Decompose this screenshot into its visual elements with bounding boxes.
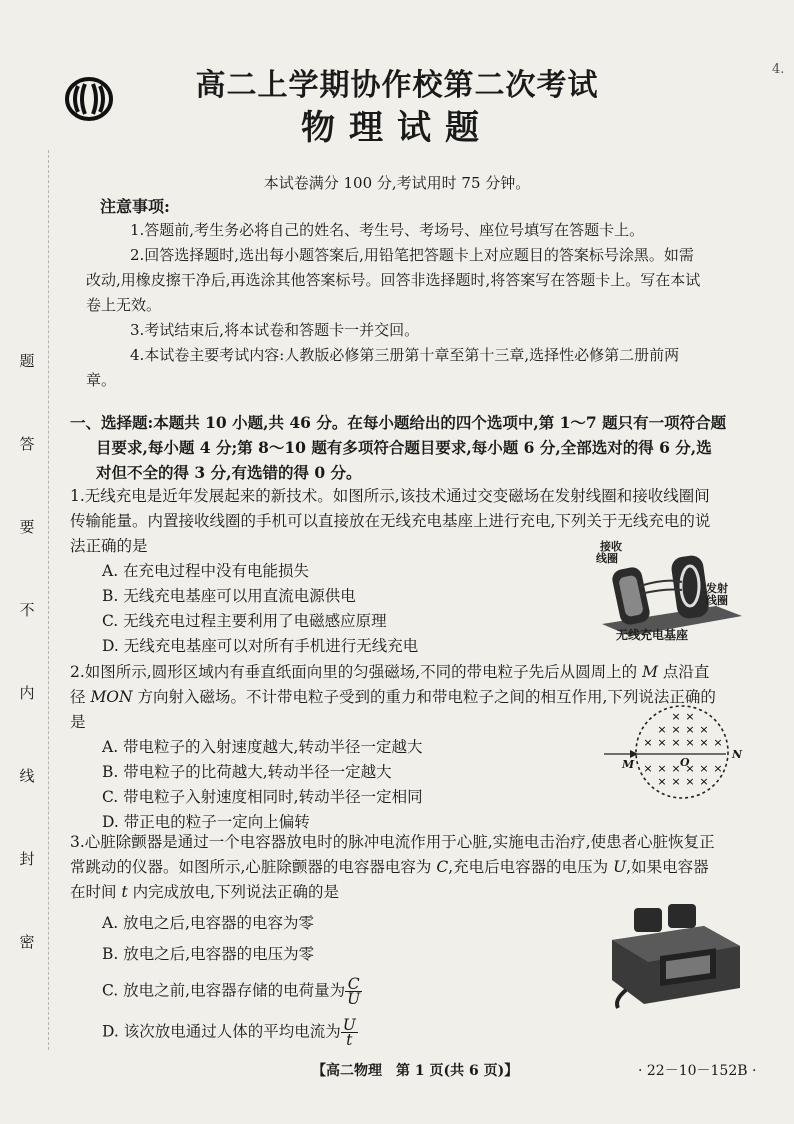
binding-margin-text	[16, 350, 38, 952]
question-stem	[70, 830, 720, 905]
field-into-page-mark: ×	[713, 762, 723, 775]
margin-char: 内	[19, 684, 35, 702]
option-d: D. 带正电的粒子一定向上偏转	[102, 813, 310, 831]
numerator: U	[342, 1016, 356, 1034]
voltage-symbol: U	[613, 858, 627, 876]
field-into-page-mark: ×	[657, 762, 667, 775]
margin-char: 题	[19, 352, 35, 370]
option-b: B. 无线充电基座可以用直流电源供电	[102, 587, 356, 605]
notice-item: 1.答题前,考生务必将自己的姓名、考生号、考场号、座位号填写在答题卡上。	[130, 221, 645, 239]
receive-coil-label: 线圈	[596, 552, 618, 565]
send-coil-label: 发射	[706, 582, 728, 595]
point-o-label: O	[680, 756, 690, 769]
stem-text: 内完成放电,下列说法正确的是	[127, 883, 340, 901]
receive-coil-label: 接收	[600, 540, 622, 553]
field-into-page-mark: ×	[657, 736, 667, 749]
stem-text: ,如果电容器在时间	[70, 858, 709, 901]
option-b: B. 带电粒子的比荷越大,转动半径一定越大	[102, 763, 392, 781]
exam-title: 高二上学期协作校第二次考试	[195, 68, 599, 103]
point-m: M	[642, 663, 658, 681]
margin-char: 答	[19, 435, 35, 453]
field-into-page-mark: ×	[685, 775, 695, 788]
section-heading	[70, 410, 730, 485]
exam-meta: 本试卷满分 100 分,考试用时 75 分钟。	[263, 174, 531, 192]
section-line: 对但不全的得 3 分,有选错的得 0 分。	[96, 463, 362, 482]
margin-char: 要	[19, 518, 35, 536]
capacitance-symbol: C	[436, 858, 449, 876]
stem-text: 点沿	[657, 663, 694, 681]
option-text: D. 该次放电通过人体的平均电流为	[102, 1022, 341, 1041]
notice-item: 2.回答选择题时,选出每小题答案后,用铅笔把答题卡上对应题目的答案标号涂黑。如需改动,用橡皮擦干净后,再选涂其他答案标号。回答非选择题时,将答案写在答题卡上。写在本试卷上无效。	[86, 246, 701, 314]
section-line: 一、选择题:本题共 10 小题,共 46 分。在每小题给出的四个选项中,第 1～7 题只有一项符合题	[70, 413, 727, 432]
stem-text: 直径	[70, 663, 710, 706]
field-into-page-mark: ×	[657, 723, 667, 736]
charger-base-caption: 无线充电基座	[616, 628, 689, 642]
stem-text: 3.心脏除颤器是通过一个电容器放电时的脉冲电流作用于心脏,实施电击治疗,使患者心脏恢复正常跳动的仪器。如图所示,心脏除颤器的电容器电容为	[70, 833, 715, 876]
notice-item: 3.考试结束后,将本试卷和答题卡一并交回。	[130, 321, 420, 339]
field-into-page-mark: ×	[685, 762, 695, 775]
field-into-page-mark: ×	[699, 723, 709, 736]
stem-text: 2.如图所示,圆形区域内有垂直纸面向里的匀强磁场,不同的带电粒子先后从圆周上的	[70, 663, 643, 681]
margin-char: 封	[19, 850, 35, 868]
exam-code: · 22－10－152B ·	[638, 1063, 757, 1079]
field-into-page-mark: ×	[713, 736, 723, 749]
send-coil-label: 线圈	[706, 594, 728, 607]
option-c: C. 带电粒子入射速度相同时,转动半径一定相同	[102, 788, 423, 806]
binding-line	[48, 150, 49, 1050]
stem-text: ,充电后电容器的电压为	[448, 858, 614, 876]
section-line: 目要求,每小题 4 分;第 8～10 题有多项符合题目要求,每小题 6 分,全部选对的得 6 分,选	[96, 438, 712, 457]
notice-title: 注意事项:	[100, 197, 170, 216]
margin-char: 线	[19, 767, 35, 785]
question-stem: 1.无线充电是近年发展起来的新技术。如图所示,该技术通过交变磁场在发射线圈和接收线圈间传输能量。内置接收线圈的手机可以直接放在无线充电基座上进行充电,下列关于无线充电的说法正确的是	[70, 487, 711, 555]
option-b: B. 放电之后,电容器的电压为零	[102, 945, 315, 963]
field-into-page-mark: ×	[699, 736, 709, 749]
page-indicator: 【高二物理 第 1 页(共 6 页)】	[312, 1063, 519, 1079]
point-m-label: M	[622, 758, 635, 771]
option-a: A. 带电粒子的入射速度越大,转动半径一定越大	[102, 738, 423, 756]
subject-title: 物理试题	[301, 108, 493, 148]
fraction-u-over-t	[341, 1018, 358, 1047]
margin-char: 不	[19, 601, 35, 619]
field-into-page-mark: ×	[671, 736, 681, 749]
denominator: t	[346, 1031, 353, 1049]
option-a: A. 在充电过程中没有电能损失	[102, 562, 310, 580]
defibrillator-figure-icon	[604, 900, 744, 1010]
field-into-page-mark: ×	[643, 762, 653, 775]
time-symbol: t	[121, 883, 128, 901]
notice-item: 4.本试卷主要考试内容:人教版必修第三册第十章至第十三章,选择性必修第二册前两章。	[86, 346, 680, 389]
option-d: D. 无线充电基座可以对所有手机进行无线充电	[102, 637, 419, 655]
field-into-page-mark: ×	[671, 723, 681, 736]
field-into-page-mark: ×	[685, 710, 695, 723]
point-n-label: N	[732, 748, 743, 761]
margin-char: 密	[19, 933, 35, 951]
diameter-mon: MON	[90, 688, 133, 706]
field-into-page-mark: ×	[699, 775, 709, 788]
field-into-page-mark: ×	[685, 736, 695, 749]
stem-text: 方向射入磁场。不计带电粒子受到的重力和带电粒子之间的相互作用,下列说法正确的是	[70, 688, 716, 731]
field-into-page-mark: ×	[671, 775, 681, 788]
option-a: A. 放电之后,电容器的电容为零	[102, 914, 314, 932]
option-text: C. 放电之前,电容器存储的电荷量为	[102, 981, 346, 1000]
field-into-page-mark: ×	[699, 762, 709, 775]
notice-list	[86, 218, 706, 393]
numerator: C	[345, 977, 362, 992]
fraction-c-over-u	[345, 977, 362, 1006]
adjacent-page-number: 4.	[772, 62, 785, 77]
field-into-page-mark: ×	[671, 710, 681, 723]
field-into-page-mark: ×	[657, 775, 667, 788]
field-into-page-mark: ×	[643, 736, 653, 749]
denominator: U	[347, 990, 361, 1008]
option-c: C. 无线充电过程主要利用了电磁感应原理	[102, 612, 387, 630]
field-into-page-mark: ×	[685, 723, 695, 736]
field-circle-icon	[604, 702, 744, 802]
magnetic-field-figure	[604, 702, 744, 802]
field-into-page-mark: ×	[671, 762, 681, 775]
option-d	[70, 1018, 720, 1047]
